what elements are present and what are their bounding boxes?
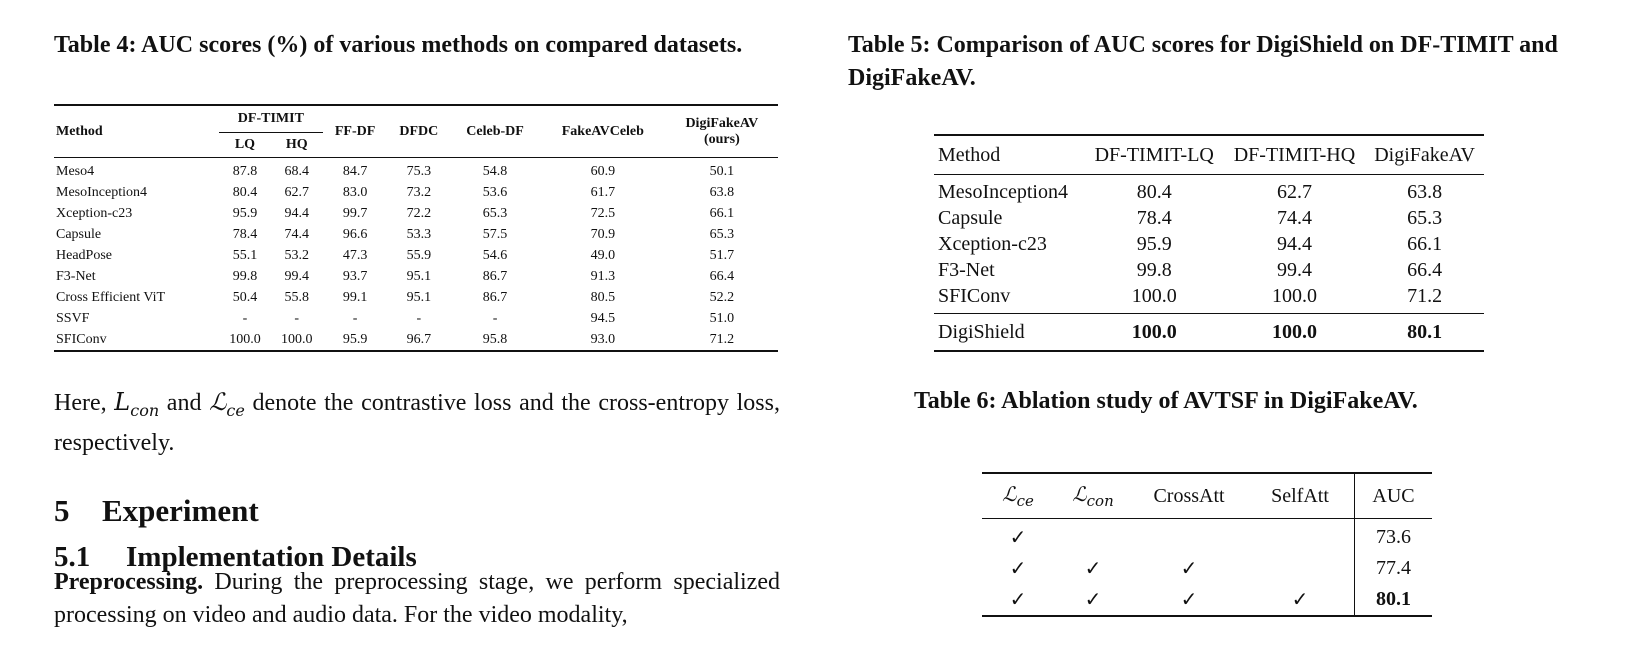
t6-cell-selfatt bbox=[1246, 584, 1355, 616]
t5-cell-value: 100.0 bbox=[1131, 284, 1177, 307]
t6-header-lcon-base: ℒ bbox=[1072, 482, 1087, 506]
t4-row bbox=[54, 308, 778, 329]
t5-cell-digishield-lq: 100.0 bbox=[1085, 314, 1224, 352]
t4-cell-value: 65.3 bbox=[482, 206, 508, 222]
t4-cell-value: - bbox=[242, 310, 248, 326]
t4-cell-value: 95.9 bbox=[342, 331, 368, 347]
t5-cell-value: 65.3 bbox=[1407, 206, 1443, 229]
t4-cell-value: 91.3 bbox=[590, 268, 616, 284]
t4-cell-value: 100.0 bbox=[229, 331, 261, 347]
t4-cell-value: 96.7 bbox=[406, 331, 432, 347]
t6-cell-lcon bbox=[1054, 584, 1132, 616]
check-mark-icon: ✓ bbox=[1180, 558, 1198, 580]
t5-row bbox=[934, 175, 1484, 206]
t4-cell-value: 99.4 bbox=[284, 268, 310, 284]
t4-row bbox=[54, 158, 778, 183]
section-5-1-number: 5.1 bbox=[54, 541, 91, 573]
t5-row-digishield bbox=[934, 314, 1484, 352]
t4-cell-method: SSVF bbox=[56, 310, 90, 326]
t4-cell-value: 87.8 bbox=[232, 164, 258, 180]
t4-cell-value: - bbox=[294, 310, 300, 326]
t4-header-ffdf: FF-DF bbox=[334, 123, 376, 139]
table6-caption: Table 6: Ablation study of AVTSF in DigiFakeAV. bbox=[914, 388, 1418, 414]
section-5-1-title: Implementation Details bbox=[126, 541, 417, 573]
t4-cell-value: 50.1 bbox=[709, 164, 735, 180]
t5-cell-value: 66.1 bbox=[1407, 232, 1443, 255]
t5-cell-value: 99.4 bbox=[1276, 258, 1312, 281]
table4-body bbox=[54, 158, 778, 352]
t4-header-lq: LQ bbox=[234, 137, 256, 152]
t4-cell-value: 93.0 bbox=[590, 331, 616, 347]
t5-cell-digishield-method: DigiShield bbox=[934, 314, 1085, 352]
t4-cell-value: 72.2 bbox=[406, 206, 432, 222]
t5-cell-method: SFIConv bbox=[938, 284, 1011, 307]
math-l-ce-base: ℒ bbox=[209, 388, 227, 416]
table6 bbox=[982, 472, 1432, 617]
t5-cell-value: 71.2 bbox=[1407, 284, 1443, 307]
t4-cell-value: 62.7 bbox=[284, 185, 310, 201]
t4-row bbox=[54, 183, 778, 204]
t5-header-digifakeav: DigiFakeAV bbox=[1374, 143, 1475, 166]
t4-cell-value: 54.6 bbox=[482, 248, 508, 263]
t4-cell-value: 60.9 bbox=[590, 164, 616, 180]
t4-cell-value: 83.0 bbox=[342, 185, 368, 201]
t4-cell-value: 66.4 bbox=[709, 268, 735, 284]
t5-cell-value: 63.8 bbox=[1407, 180, 1443, 203]
t5-cell-digishield-digifakeav: 80.1 bbox=[1365, 314, 1484, 352]
t4-cell-method: HeadPose bbox=[56, 248, 112, 263]
t4-cell-value: 71.2 bbox=[709, 331, 735, 347]
t4-cell-value: 52.2 bbox=[709, 289, 735, 305]
t4-row bbox=[54, 246, 778, 267]
t4-cell-value: 95.8 bbox=[482, 331, 508, 347]
t4-header-celebdf: Celeb-DF bbox=[466, 123, 524, 139]
t6-header-crossatt: CrossAtt bbox=[1153, 484, 1225, 507]
t4-cell-value: 55.8 bbox=[284, 289, 310, 305]
t4-cell-value: 99.1 bbox=[342, 289, 368, 305]
t4-cell-method: F3-Net bbox=[56, 268, 96, 284]
check-mark-icon: ✓ bbox=[1084, 589, 1102, 611]
t4-cell-value: 63.8 bbox=[709, 185, 735, 201]
paragraph-loss-definition bbox=[54, 386, 780, 460]
t4-cell-value: 53.2 bbox=[284, 248, 310, 263]
t4-header-hq: HQ bbox=[285, 137, 308, 152]
t4-cell-value: 86.7 bbox=[482, 268, 508, 284]
t6-cell-selfatt bbox=[1246, 553, 1355, 584]
t4-cell-value: 95.1 bbox=[406, 289, 432, 305]
t5-row bbox=[934, 231, 1484, 257]
t4-header-dftimit: DF-TIMIT bbox=[219, 105, 323, 133]
para1-text-3: denote the contrastive loss and the cross-entropy loss, respectively. bbox=[54, 390, 780, 456]
t4-header-dfdc: DFDC bbox=[399, 123, 439, 139]
t4-cell-value: 65.3 bbox=[709, 227, 735, 243]
t6-header-lcon-sub: con bbox=[1086, 492, 1114, 510]
t5-header-dftimit-lq: DF-TIMIT-LQ bbox=[1094, 143, 1214, 166]
t4-header-method: Method bbox=[56, 123, 103, 139]
t6-row bbox=[982, 553, 1432, 584]
math-l-ce bbox=[209, 388, 245, 420]
t5-cell-value: 99.8 bbox=[1136, 258, 1172, 281]
t6-header-lce-sub: ce bbox=[1016, 492, 1034, 510]
t4-cell-value: 94.5 bbox=[590, 310, 616, 326]
t4-cell-value: 66.1 bbox=[709, 206, 735, 222]
t5-cell-value: 66.4 bbox=[1407, 258, 1443, 281]
t4-cell-value: 94.4 bbox=[284, 206, 310, 222]
t4-cell-value: 100.0 bbox=[281, 331, 313, 347]
t6-cell-lce bbox=[982, 584, 1054, 616]
t4-cell-value: 53.6 bbox=[482, 185, 508, 201]
para1-text-2: and bbox=[159, 390, 210, 416]
t6-cell-selfatt bbox=[1246, 519, 1355, 554]
t5-cell-value: 80.4 bbox=[1136, 180, 1172, 203]
check-mark-icon: ✓ bbox=[1009, 589, 1027, 611]
t6-cell-auc: 73.6 bbox=[1355, 519, 1433, 554]
t4-cell-method: Capsule bbox=[56, 227, 102, 243]
preprocessing-label: Preprocessing. bbox=[54, 569, 204, 595]
t4-cell-value: 70.9 bbox=[590, 227, 616, 243]
t4-cell-value: 68.4 bbox=[284, 164, 310, 180]
math-l-con bbox=[114, 388, 160, 420]
t4-cell-value: 80.4 bbox=[232, 185, 258, 201]
para1-text-1: Here, bbox=[54, 390, 115, 416]
check-mark-icon: ✓ bbox=[1180, 589, 1198, 611]
t4-cell-value: - bbox=[352, 310, 358, 326]
t4-cell-value: 53.3 bbox=[406, 227, 432, 243]
t4-cell-value: 93.7 bbox=[342, 268, 368, 284]
t6-cell-crossatt bbox=[1132, 584, 1246, 616]
t4-cell-value: 95.9 bbox=[232, 206, 258, 222]
t5-cell-digishield-hq: 100.0 bbox=[1224, 314, 1365, 352]
t5-cell-value: 78.4 bbox=[1136, 206, 1172, 229]
t6-cell-crossatt bbox=[1132, 553, 1246, 584]
t4-header-fakeavceleb: FakeAVCeleb bbox=[561, 123, 644, 139]
section-5-heading bbox=[54, 493, 259, 529]
t4-cell-value: 99.8 bbox=[232, 268, 258, 284]
section-5-title: Experiment bbox=[102, 493, 259, 528]
t4-row bbox=[54, 287, 778, 308]
check-mark-icon: ✓ bbox=[1291, 589, 1309, 611]
table5-caption: Table 5: Comparison of AUC scores for DigiShield on DF-TIMIT and DigiFakeAV. bbox=[848, 32, 1558, 91]
t4-cell-value: 86.7 bbox=[482, 289, 508, 305]
math-l-ce-sub: ce bbox=[226, 400, 245, 420]
t4-cell-method: Cross Efficient ViT bbox=[56, 289, 166, 305]
t4-cell-value: 72.5 bbox=[590, 206, 616, 222]
t6-cell-lcon bbox=[1054, 519, 1132, 554]
t5-header-method: Method bbox=[938, 143, 1001, 166]
preprocessing-text: During the preprocessing stage, we perform specialized processing on video and audio data. For the video modality, bbox=[54, 569, 780, 628]
t4-cell-value: 75.3 bbox=[406, 164, 432, 180]
t4-cell-method: Meso4 bbox=[56, 164, 95, 180]
t4-cell-value: 51.0 bbox=[709, 310, 735, 326]
check-mark-icon: ✓ bbox=[1009, 527, 1027, 549]
t5-cell-value: 94.4 bbox=[1276, 232, 1312, 255]
t4-cell-method: MesoInception4 bbox=[56, 185, 147, 201]
t5-row bbox=[934, 283, 1484, 314]
t6-cell-lcon bbox=[1054, 553, 1132, 584]
t5-cell-method: Xception-c23 bbox=[938, 232, 1047, 255]
t4-cell-value: 78.4 bbox=[232, 227, 258, 243]
t4-cell-value: 80.5 bbox=[590, 289, 616, 305]
t6-row bbox=[982, 584, 1432, 616]
t6-header-lcon bbox=[1054, 473, 1132, 519]
t4-row bbox=[54, 329, 778, 351]
t4-cell-value: 84.7 bbox=[342, 164, 368, 180]
t4-cell-value: - bbox=[492, 310, 498, 326]
t4-cell-value: 95.1 bbox=[406, 268, 432, 284]
t5-cell-value: 95.9 bbox=[1136, 232, 1172, 255]
t6-header-lce-base: ℒ bbox=[1002, 482, 1017, 506]
t4-row bbox=[54, 266, 778, 287]
t4-cell-value: 47.3 bbox=[342, 248, 368, 263]
t4-cell-value: 57.5 bbox=[482, 227, 508, 243]
t4-cell-method: SFIConv bbox=[56, 331, 107, 347]
t5-row bbox=[934, 257, 1484, 283]
t5-cell-value: 62.7 bbox=[1276, 180, 1312, 203]
check-mark-icon: ✓ bbox=[1009, 558, 1027, 580]
t4-cell-value: 51.7 bbox=[709, 248, 735, 263]
t6-cell-crossatt bbox=[1132, 519, 1246, 554]
t4-header-ours: (ours) bbox=[703, 131, 740, 147]
table5 bbox=[934, 134, 1484, 352]
math-l-con-base: L bbox=[114, 388, 131, 416]
t4-cell-value: 54.8 bbox=[482, 164, 508, 180]
table5-body bbox=[934, 175, 1484, 314]
t6-header-selfatt: SelfAtt bbox=[1271, 484, 1329, 507]
t4-cell-value: 96.6 bbox=[342, 227, 368, 243]
t4-cell-value: 55.9 bbox=[406, 248, 432, 263]
check-mark-icon: ✓ bbox=[1084, 558, 1102, 580]
section-5-number: 5 bbox=[54, 493, 70, 528]
t4-cell-value: 49.0 bbox=[590, 248, 616, 263]
t4-row bbox=[54, 204, 778, 225]
table4-caption: Table 4: AUC scores (%) of various methods on compared datasets. bbox=[54, 32, 743, 58]
t4-cell-value: - bbox=[416, 310, 422, 326]
t6-cell-auc: 80.1 bbox=[1355, 584, 1433, 616]
t4-header-digifakeav-label: DigiFakeAV bbox=[685, 115, 759, 131]
t5-cell-method: F3-Net bbox=[938, 258, 995, 281]
t4-cell-value: 99.7 bbox=[342, 206, 368, 222]
t4-cell-value: 73.2 bbox=[406, 185, 432, 201]
math-l-con-sub: con bbox=[130, 400, 160, 420]
t5-header-dftimit-hq: DF-TIMIT-HQ bbox=[1233, 143, 1356, 166]
table4 bbox=[54, 104, 778, 352]
t4-cell-method: Xception-c23 bbox=[56, 206, 133, 222]
t4-cell-value: 74.4 bbox=[284, 227, 310, 243]
t4-cell-value: 50.4 bbox=[232, 289, 258, 305]
t4-header-digifakeav bbox=[666, 105, 778, 158]
t6-row bbox=[982, 519, 1432, 554]
t4-cell-value: 61.7 bbox=[590, 185, 616, 201]
t5-row bbox=[934, 205, 1484, 231]
t5-cell-method: MesoInception4 bbox=[938, 180, 1068, 203]
t6-cell-auc: 77.4 bbox=[1355, 553, 1433, 584]
t4-row bbox=[54, 225, 778, 246]
t5-cell-value: 74.4 bbox=[1276, 206, 1312, 229]
t5-cell-value: 100.0 bbox=[1271, 284, 1317, 307]
t6-cell-lce bbox=[982, 519, 1054, 554]
t5-cell-method: Capsule bbox=[938, 206, 1003, 229]
t4-cell-value: 55.1 bbox=[232, 248, 258, 263]
t6-header-auc: AUC bbox=[1355, 473, 1433, 519]
t6-header-lce bbox=[982, 473, 1054, 519]
t6-cell-lce bbox=[982, 553, 1054, 584]
paragraph-preprocessing bbox=[54, 566, 780, 632]
table6-body bbox=[982, 519, 1432, 617]
